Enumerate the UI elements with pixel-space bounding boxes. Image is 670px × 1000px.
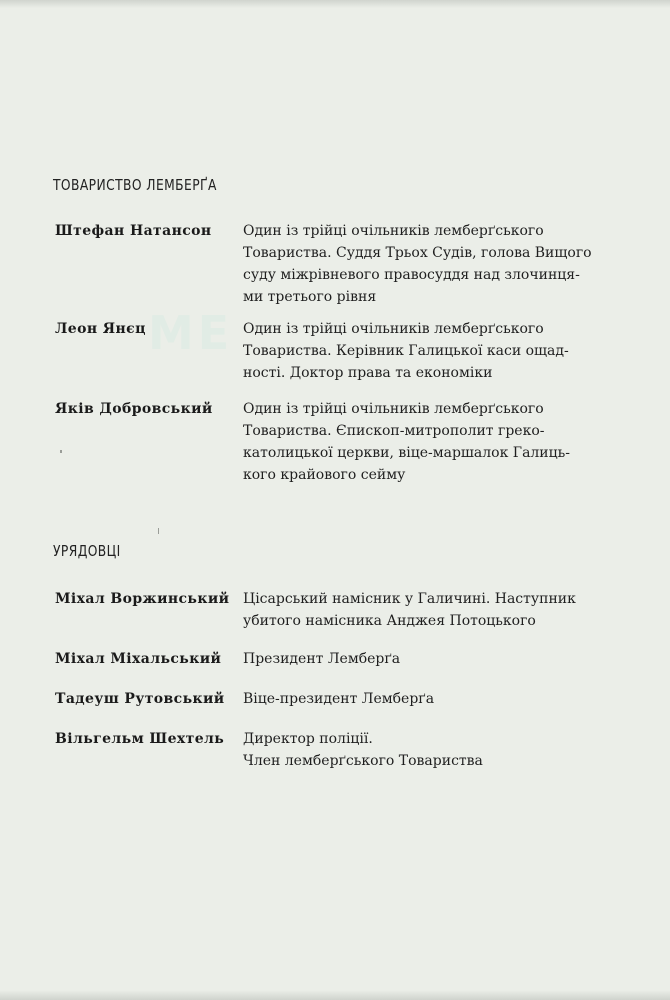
page-edge-shadow-top <box>0 0 670 8</box>
description-line: ності. Доктор права та економіки <box>243 365 493 381</box>
character-name: Яків Добровський <box>55 401 213 417</box>
description-line: Товариства. Єпископ-митрополит греко- <box>243 423 545 439</box>
description-line: Один із трійці очільників лемберґського <box>243 223 544 239</box>
description-line: убитого намісника Анджея Потоцького <box>243 613 536 629</box>
description-line: Директор поліції. <box>243 731 373 747</box>
faint-watermark: ME <box>148 306 234 360</box>
description-line: Товариства. Керівник Галицької каси ощад- <box>243 343 569 359</box>
description-line: католицької церкви, віце-маршалок Галиць- <box>243 445 570 461</box>
character-description <box>243 398 593 486</box>
character-description <box>243 728 593 772</box>
description-line: Цісарський намісник у Галичині. Наступник <box>243 591 576 607</box>
character-name: Тадеуш Рутовський <box>55 691 225 707</box>
character-description <box>243 318 593 384</box>
character-name: Міхал Воржинський <box>55 591 230 607</box>
paper-speck <box>158 528 159 534</box>
character-name: Міхал Міхальський <box>55 651 222 667</box>
description-line: Член лемберґського Товариства <box>243 753 483 769</box>
description-line: кого крайового сейму <box>243 467 406 483</box>
description-line: Товариства. Суддя Трьох Судів, голова Вищого <box>243 245 592 261</box>
description-line: суду міжрівневого правосуддя над злочинця- <box>243 267 580 283</box>
character-name: Штефан Натансон <box>55 223 212 239</box>
character-description <box>243 588 593 632</box>
description-line: ми третього рівня <box>243 289 377 305</box>
character-name: Вільгельм Шехтель <box>55 731 225 747</box>
section-heading-lemberg-society: ТОВАРИСТВО ЛЕМБЕРҐА <box>53 176 217 194</box>
description-line: Один із трійці очільників лемберґського <box>243 401 544 417</box>
section-heading-officials: УРЯДОВЦІ <box>53 542 121 560</box>
paper-speck <box>60 450 62 453</box>
description-line: Віце-президент Лемберґа <box>243 691 435 707</box>
character-description <box>243 648 593 670</box>
character-name: Леон Янєц <box>55 321 146 337</box>
page-edge-shadow-bottom <box>0 990 670 1000</box>
character-description <box>243 688 593 710</box>
description-line: Один із трійці очільників лемберґського <box>243 321 544 337</box>
description-line: Президент Лемберґа <box>243 651 401 667</box>
character-description <box>243 220 593 308</box>
